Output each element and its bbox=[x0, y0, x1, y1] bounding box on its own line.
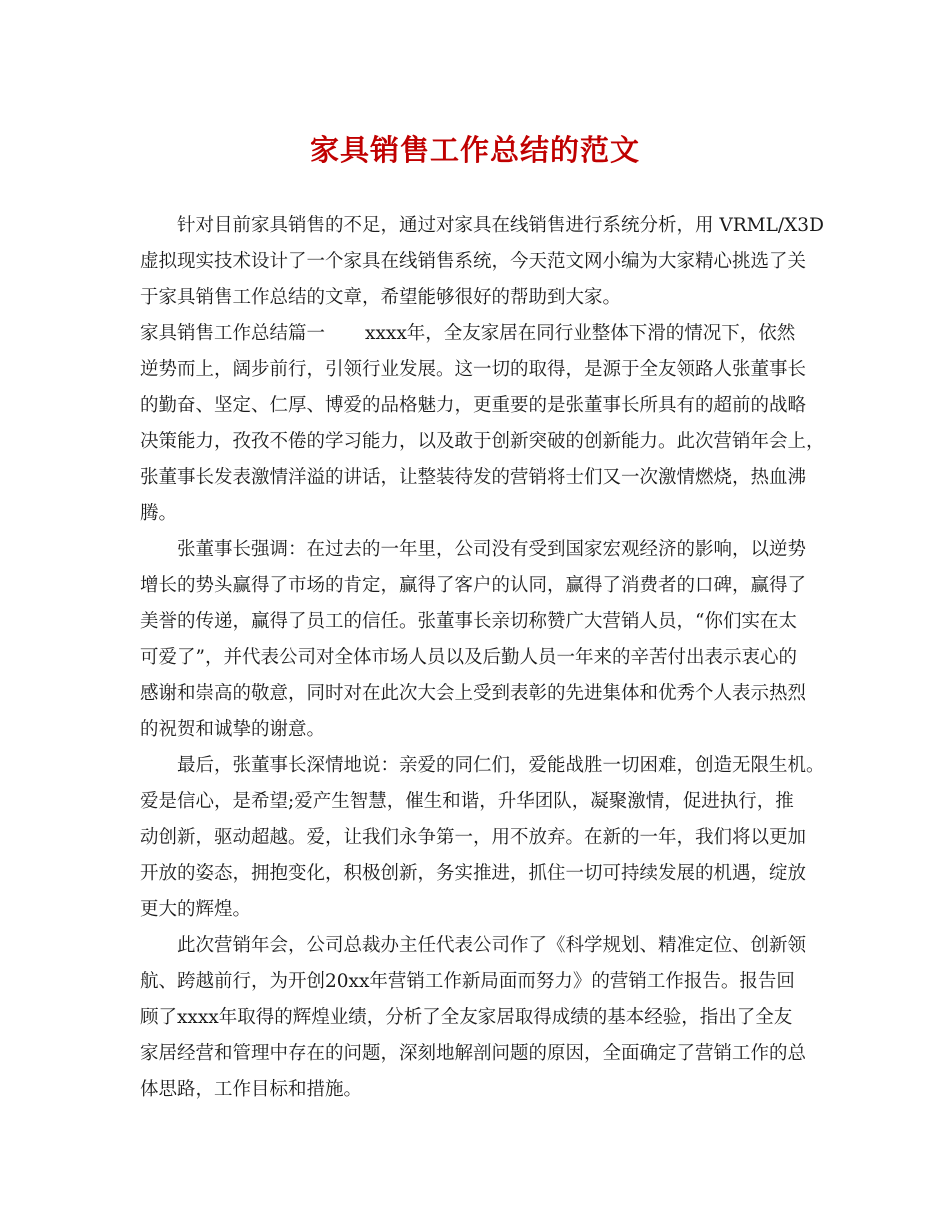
text-line: 张董事长强调：在过去的一年里，公司没有受到国家宏观经济的影响，以逆势 bbox=[177, 539, 807, 560]
text-line: 感谢和崇高的敬意，同时对在此次大会上受到表彰的先进集体和优秀个人表示热烈 bbox=[140, 683, 807, 704]
text-line: 决策能力，孜孜不倦的学习能力，以及敢于创新突破的创新能力。此次营销年会上， bbox=[140, 431, 825, 452]
section-lead-text: xxxx年，全友家居在同行业整体下滑的情况下，依然 bbox=[365, 323, 796, 344]
text-line: 虚拟现实技术设计了一个家具在线销售系统，今天范文网小编为大家精心挑选了关 bbox=[140, 251, 807, 272]
text-line: 张董事长发表激情洋溢的讲话，让整装待发的营销将士们又一次激情燃烧，热血沸 bbox=[140, 467, 807, 488]
text-line: 腾。 bbox=[140, 503, 178, 524]
text-line: 顾了xxxx年取得的辉煌业绩，分析了全友家居取得成绩的基本经验，指出了全友 bbox=[140, 1007, 793, 1028]
text-line: 针对目前家具销售的不足，通过对家具在线销售进行系统分析，用 VRML/X3D bbox=[177, 215, 824, 236]
text-line: 家居经营和管理中存在的问题，深刻地解剖问题的原因，全面确定了营销工作的总 bbox=[140, 1043, 807, 1064]
text-line: 可爱了”，并代表公司对全体市场人员以及后勤人员一年来的辛苦付出表示衷心的 bbox=[140, 647, 797, 668]
document-title: 家具销售工作总结的范文 bbox=[309, 133, 640, 167]
text-line: 动创新，驱动超越。爱，让我们永争第一，用不放弃。在新的一年，我们将以更加 bbox=[140, 827, 807, 848]
text-line: 体思路，工作目标和措施。 bbox=[140, 1079, 363, 1100]
text-line: 的勤奋、坚定、仁厚、博爱的品格魅力，更重要的是张董事长所具有的超前的战略 bbox=[140, 395, 807, 416]
text-line: 的祝贺和诚挚的谢意。 bbox=[140, 719, 326, 740]
text-line: 航、跨越前行，为开创20xx年营销工作新局面而努力》的营销工作报告。报告回 bbox=[140, 971, 795, 992]
text-line: 逆势而上，阔步前行，引领行业发展。这一切的取得，是源于全友领路人张董事长 bbox=[140, 359, 807, 380]
section-heading-line bbox=[140, 316, 795, 352]
text-line: 最后，张董事长深情地说：亲爱的同仁们，爱能战胜一切困难，创造无限生机。 bbox=[177, 755, 825, 776]
text-line: 于家具销售工作总结的文章，希望能够很好的帮助到大家。 bbox=[140, 287, 622, 308]
text-line: 美誉的传递，赢得了员工的信任。张董事长亲切称赞广大营销人员，“你们实在太 bbox=[140, 611, 797, 632]
text-line: 此次营销年会，公司总裁办主任代表公司作了《科学规划、精准定位、创新领 bbox=[177, 935, 807, 956]
text-line: 爱是信心，是希望;爱产生智慧，催生和谐，升华团队，凝聚激情，促进执行，推 bbox=[140, 791, 794, 812]
text-line: 更大的辉煌。 bbox=[140, 899, 252, 920]
text-line: 增长的势头赢得了市场的肯定，赢得了客户的认同，赢得了消费者的口碑，赢得了 bbox=[140, 575, 807, 596]
text-line: 开放的姿态，拥抱变化，积极创新，务实推进，抓住一切可持续发展的机遇，绽放 bbox=[140, 863, 807, 884]
section-heading: 家具销售工作总结篇一 bbox=[140, 323, 326, 344]
